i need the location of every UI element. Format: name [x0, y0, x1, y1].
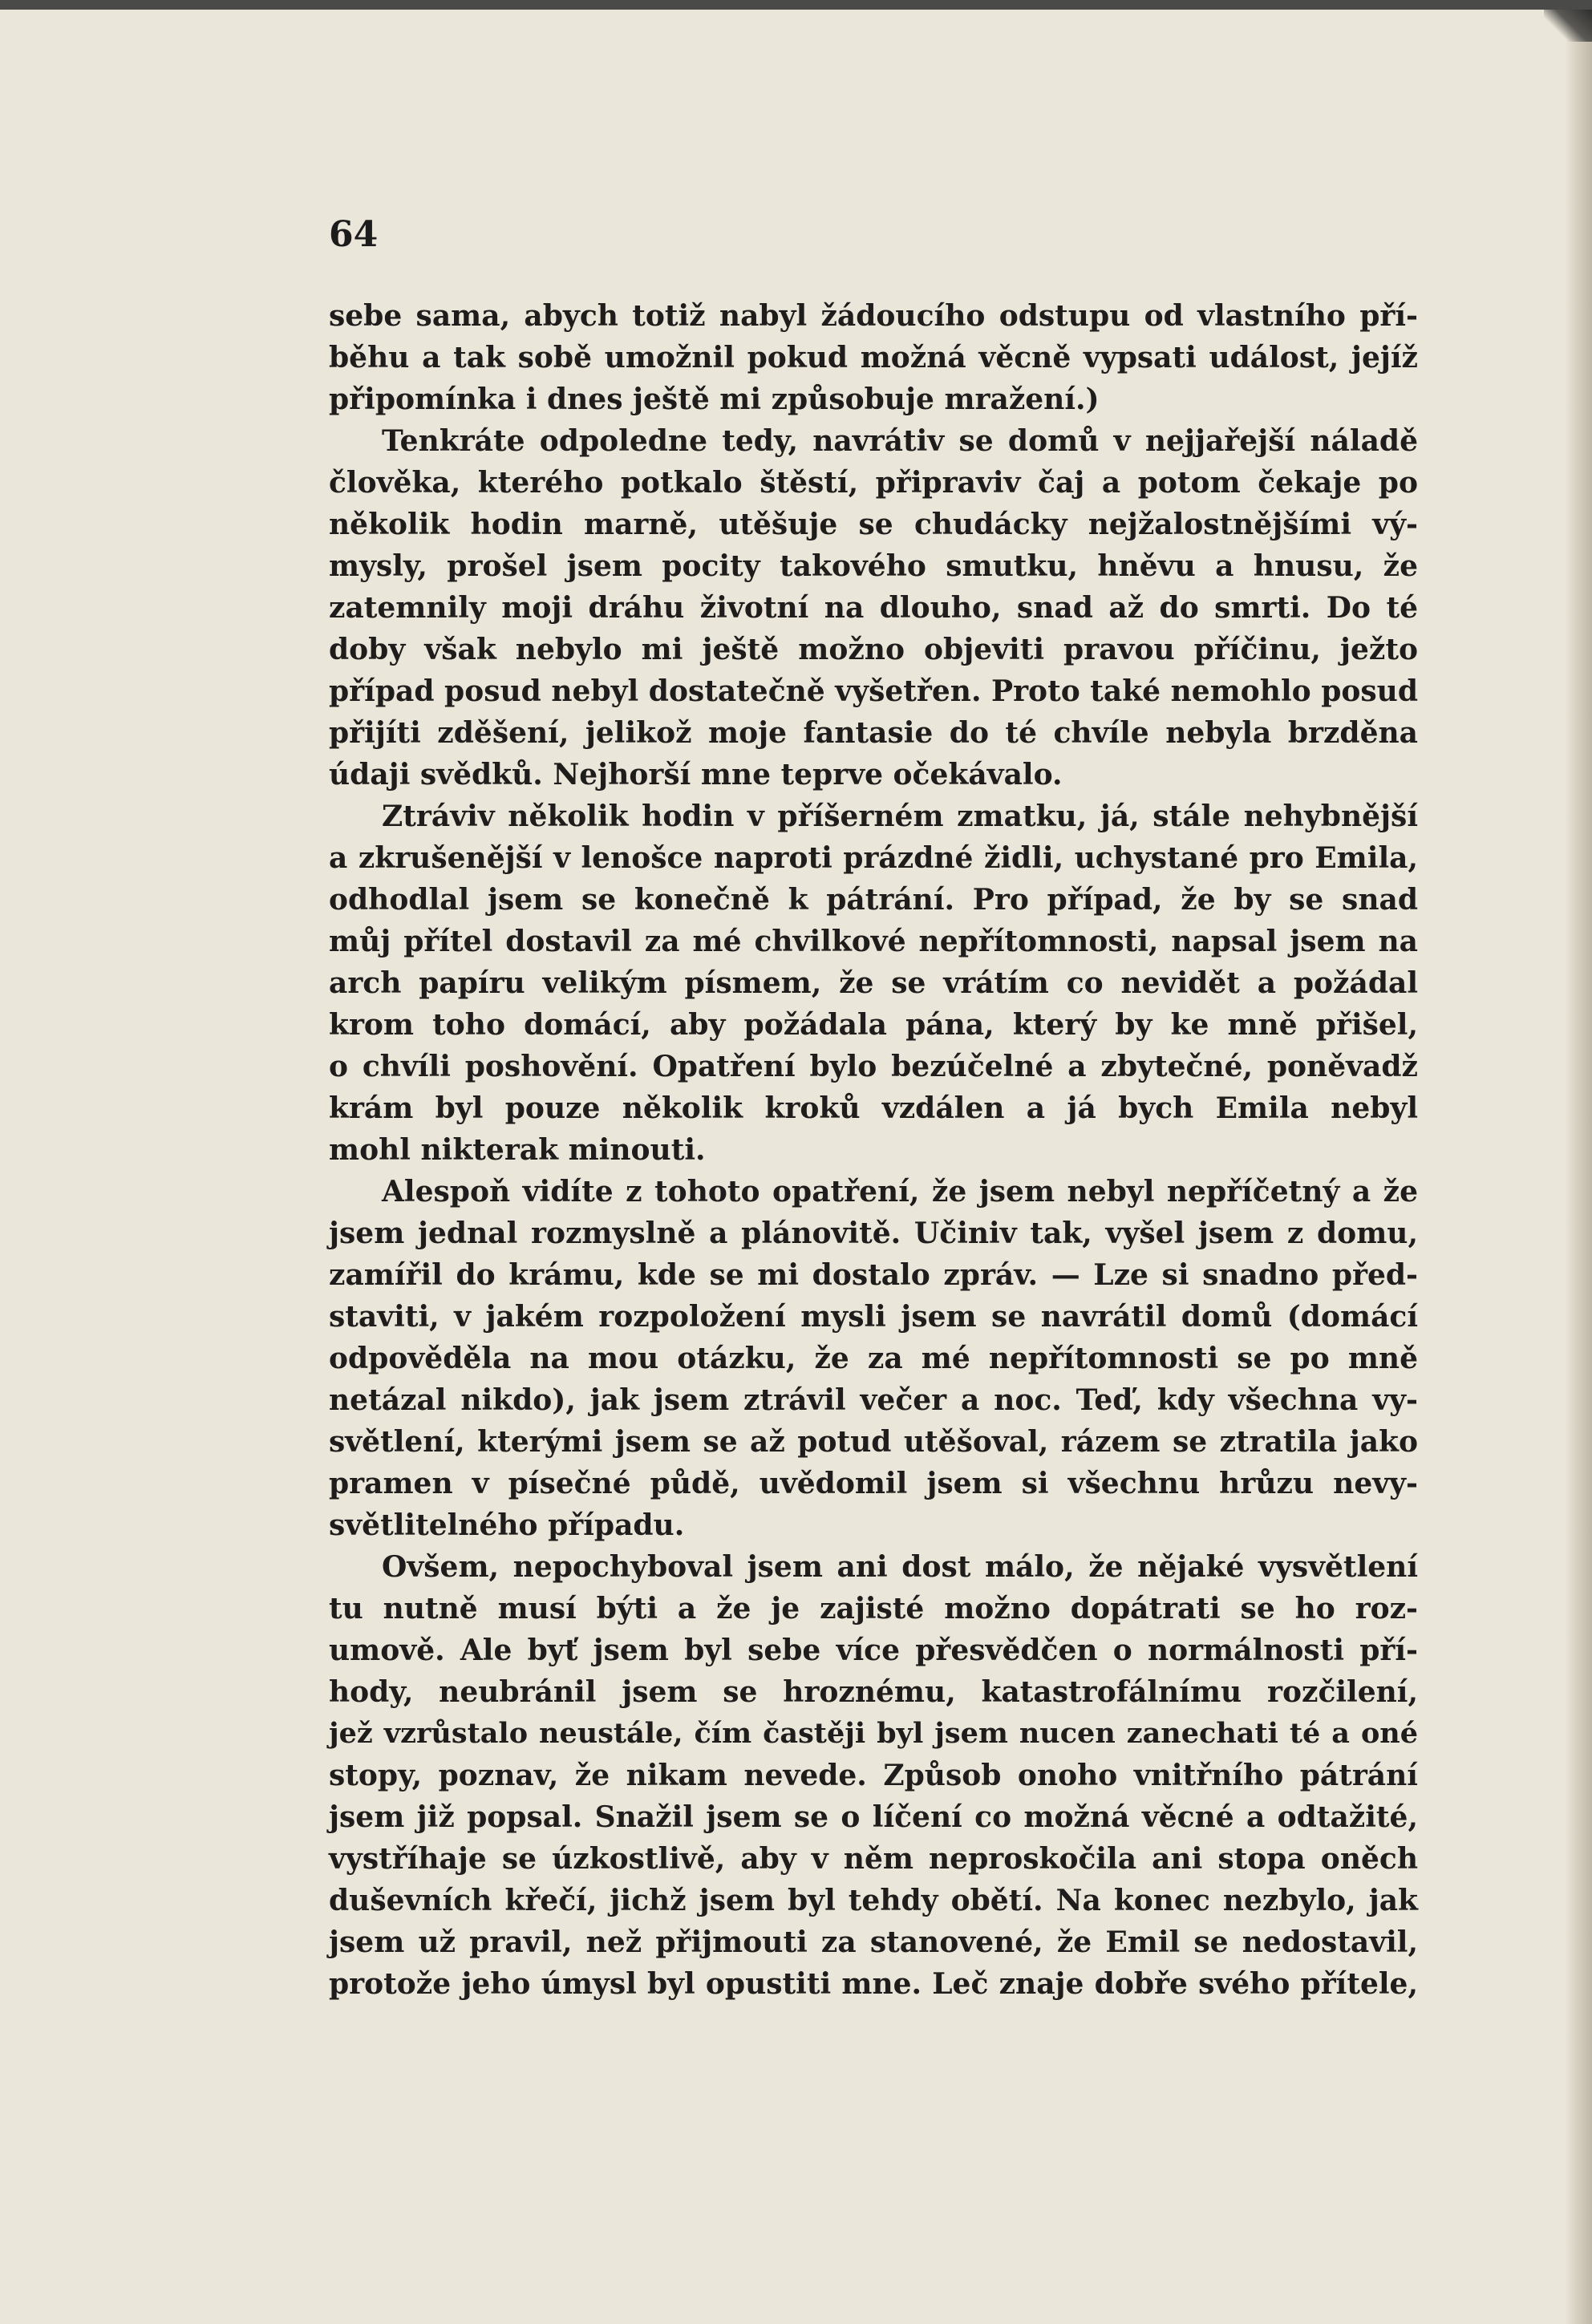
text-line: několik hodin marně, utěšuje se chudácky nejžalostnějšími vý- [329, 508, 1418, 541]
text-line: o chvíli poshovění. Opatření bylo bezúčelné a zbytečné, poněvadž [329, 1050, 1418, 1083]
page-corner-shadow [1544, 10, 1592, 42]
text-line: mohl nikterak minouti. [329, 1133, 706, 1167]
text-line: světlení, kterými jsem se až potud utěšoval, rázem se ztratila jako [329, 1425, 1418, 1459]
text-line: jež vzrůstalo neustále, čím častěji byl jsem nucen zanechati té a oné [329, 1717, 1418, 1750]
text-line: jsem již popsal. Snažil jsem se o líčení co možná věcné a odtažité, [329, 1800, 1418, 1834]
text-line: vystříhaje se úzkostlivě, aby v něm neproskočila ani stopa oněch [329, 1842, 1418, 1876]
text-line: pramen v písečné půdě, uvědomil jsem si všechnu hrůzu nevy- [329, 1467, 1418, 1500]
text-line: stopy, poznav, že nikam nevede. Způsob onoho vnitřního pátrání [329, 1759, 1418, 1792]
text-line: jsem jednal rozmyslně a plánovitě. Učiniv tak, vyšel jsem z domu, [329, 1217, 1418, 1250]
text-line: zatemnily moji dráhu životní na dlouho, snad až do smrti. Do té [329, 591, 1418, 625]
text-line: Ztráviv několik hodin v příšerném zmatku, já, stále nehybnější [382, 800, 1418, 833]
text-line: duševních křečí, jichž jsem byl tehdy obětí. Na konec nezbylo, jak [329, 1884, 1418, 1917]
text-line: krám byl pouze několik kroků vzdálen a já bych Emila nebyl [329, 1091, 1418, 1125]
text-line: Ovšem, nepochyboval jsem ani dost málo, že nějaké vysvětlení [382, 1550, 1418, 1584]
text-line: Tenkráte odpoledne tedy, navrátiv se domů v nejjařejší náladě [382, 424, 1418, 458]
page-number: 64 [329, 214, 379, 255]
text-line: jsem už pravil, než přijmouti za stanovené, že Emil se nedostavil, [329, 1925, 1418, 1959]
text-line: připomínka i dnes ještě mi způsobuje mražení.) [329, 383, 1100, 416]
text-line: případ posud nebyl dostatečně vyšetřen. Proto také nemohlo posud [329, 674, 1418, 708]
text-line: umově. Ale byť jsem byl sebe více přesvědčen o normálnosti pří- [329, 1634, 1418, 1667]
text-line: přijíti zděšení, jelikož moje fantasie do té chvíle nebyla brzděna [329, 716, 1418, 750]
text-line: zamířil do krámu, kde se mi dostalo zpráv. — Lze si snadno před- [329, 1258, 1418, 1292]
text-line: a zkrušenější v lenošce naproti prázdné židli, uchystané pro Emila, [329, 841, 1418, 875]
text-line: krom toho domácí, aby požádala pána, který by ke mně přišel, [329, 1008, 1418, 1042]
text-line: mysly, prošel jsem pocity takového smutku, hněvu a hnusu, že [329, 549, 1418, 583]
text-line: arch papíru velikým písmem, že se vrátím co nevidět a požádal [329, 966, 1418, 1000]
text-line: staviti, v jakém rozpoložení mysli jsem se navrátil domů (domácí [329, 1300, 1418, 1334]
text-line: doby však nebylo mi ještě možno objeviti pravou příčinu, ježto [329, 633, 1418, 666]
text-line: netázal nikdo), jak jsem ztrávil večer a noc. Teď, kdy všechna vy- [329, 1383, 1418, 1417]
text-line: člověka, kterého potkalo štěstí, připraviv čaj a potom čekaje po [329, 466, 1418, 500]
text-line: hody, neubránil jsem se hroznému, katastrofálnímu rozčilení, [329, 1675, 1418, 1709]
text-line: odhodlal jsem se konečně k pátrání. Pro případ, že by se snad [329, 883, 1418, 917]
body-text [329, 295, 1418, 2005]
text-line: protože jeho úmysl byl opustiti mne. Leč znaje dobře svého přítele, [329, 1967, 1418, 2001]
text-line: Alespoň vidíte z tohoto opatření, že jsem nebyl nepříčetný a že [382, 1175, 1418, 1209]
page-edge-shadow [1565, 10, 1592, 2324]
text-line: tu nutně musí býti a že je zajisté možno dopátrati se ho roz- [329, 1592, 1418, 1626]
text-line: můj přítel dostavil za mé chvilkové nepřítomnosti, napsal jsem na [329, 925, 1418, 958]
text-line: sebe sama, abych totiž nabyl žádoucího odstupu od vlastního pří- [329, 299, 1418, 333]
text-line: údaji svědků. Nejhorší mne teprve očekávalo. [329, 758, 1063, 792]
text-line: odpověděla na mou otázku, že za mé nepřítomnosti se po mně [329, 1342, 1418, 1375]
text-line: světlitelného případu. [329, 1508, 685, 1542]
text-line: běhu a tak sobě umožnil pokud možná věcně vypsati událost, jejíž [329, 341, 1418, 375]
